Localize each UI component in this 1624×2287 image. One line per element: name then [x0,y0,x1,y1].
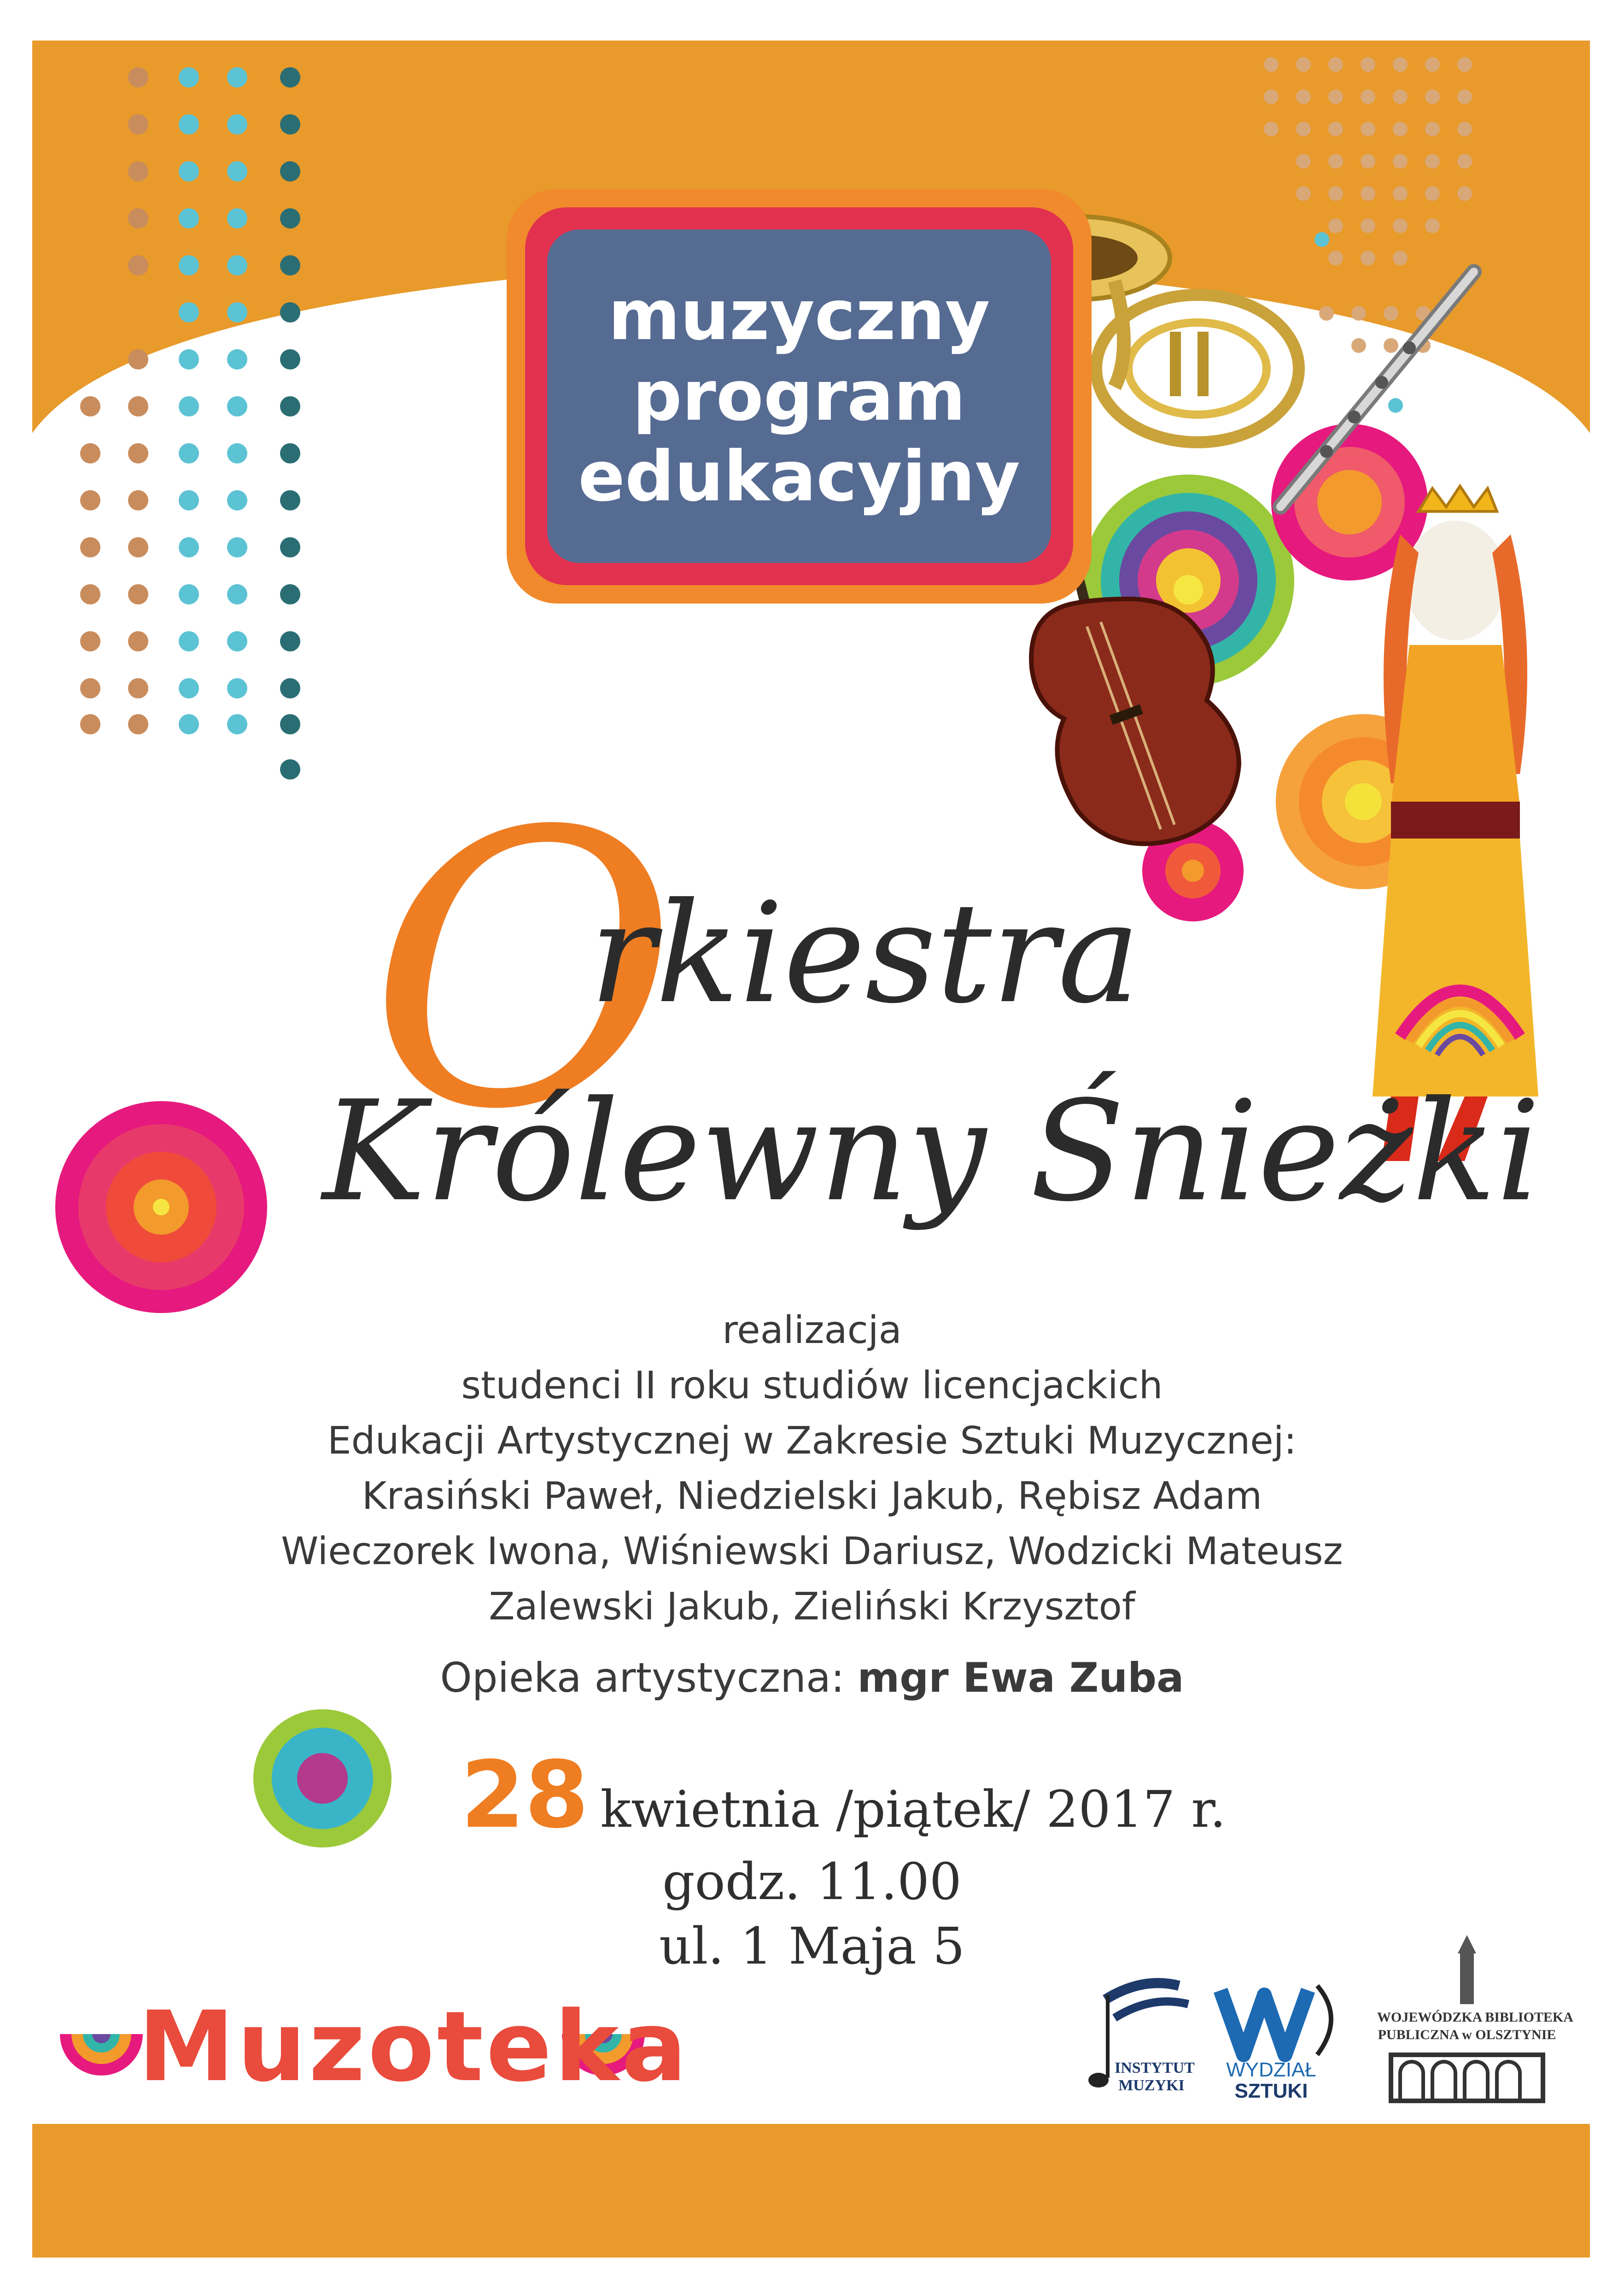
supervisor-label: Opieka artystyczna: [440,1654,845,1701]
wydzial-sztuki-caption [1221,2059,1322,2102]
muzoteka-logo: Muzoteka [138,1990,690,2103]
biblioteka-caption-line-2: PUBLICZNA w OLSZTYNIE [1378,2027,1556,2042]
credits-names-1: Krasiński Paweł, Niedzielski Jakub, Rębisz Adam [362,1474,1262,1518]
title-line-1: rkiestra [590,873,1140,1034]
supervisor-line [0,1654,1624,1701]
wydzial-sztuki-logo [1221,1986,1331,2055]
badge-red-frame [525,207,1073,585]
instytut-caption-line-2: MUZYKI [1118,2077,1185,2094]
credits-line-2: Edukacji Artystycznej w Zakresie Sztuki Muzycznej: [327,1419,1297,1463]
badge-line-2: program [632,356,966,436]
footer-band [32,2124,1590,2258]
credits-names-2: Wieczorek Iwona, Wiśniewski Dariusz, Wodzicki Mateusz [281,1530,1343,1573]
biblioteka-caption-line-1: WOJEWÓDZKA BIBLIOTEKA [1377,2010,1573,2025]
program-badge [507,189,1092,604]
title-line-2: Królewny Śnieżki [322,1071,1541,1232]
badge-line-3: edukacyjny [578,436,1020,517]
event-address: ul. 1 Maja 5 [659,1917,965,1976]
event-date [461,1742,1226,1849]
credits-names-3: Zalewski Jakub, Zieliński Krzysztof [489,1585,1135,1629]
wydzial-caption-line-2: SZTUKI [1234,2080,1308,2102]
target-circle-left [55,1101,267,1313]
princess-illustration [1373,486,1538,1161]
credits-heading: realizacja [722,1308,902,1352]
target-circle-date [253,1709,391,1847]
badge-line-1: muzyczny [608,275,990,356]
event-day: 28 [461,1742,589,1849]
badge-core [547,229,1051,563]
event-date-rest: kwietnia /piątek/ 2017 r. [600,1780,1226,1839]
event-time: godz. 11.00 [662,1852,962,1911]
muzoteka-rainbow-left [60,2034,143,2076]
instytut-caption-line-1: INSTYTUT [1115,2059,1195,2076]
instytut-muzyki-caption [1115,2059,1195,2094]
supervisor-name: mgr Ewa Zuba [857,1654,1184,1701]
title-initial: O [368,752,678,1192]
wydzial-caption-line-1: WYDZIAŁ [1226,2058,1316,2081]
credits-line-1: studenci II roku studiów licencjackich [461,1364,1163,1407]
biblioteka-caption [1377,2009,1573,2044]
